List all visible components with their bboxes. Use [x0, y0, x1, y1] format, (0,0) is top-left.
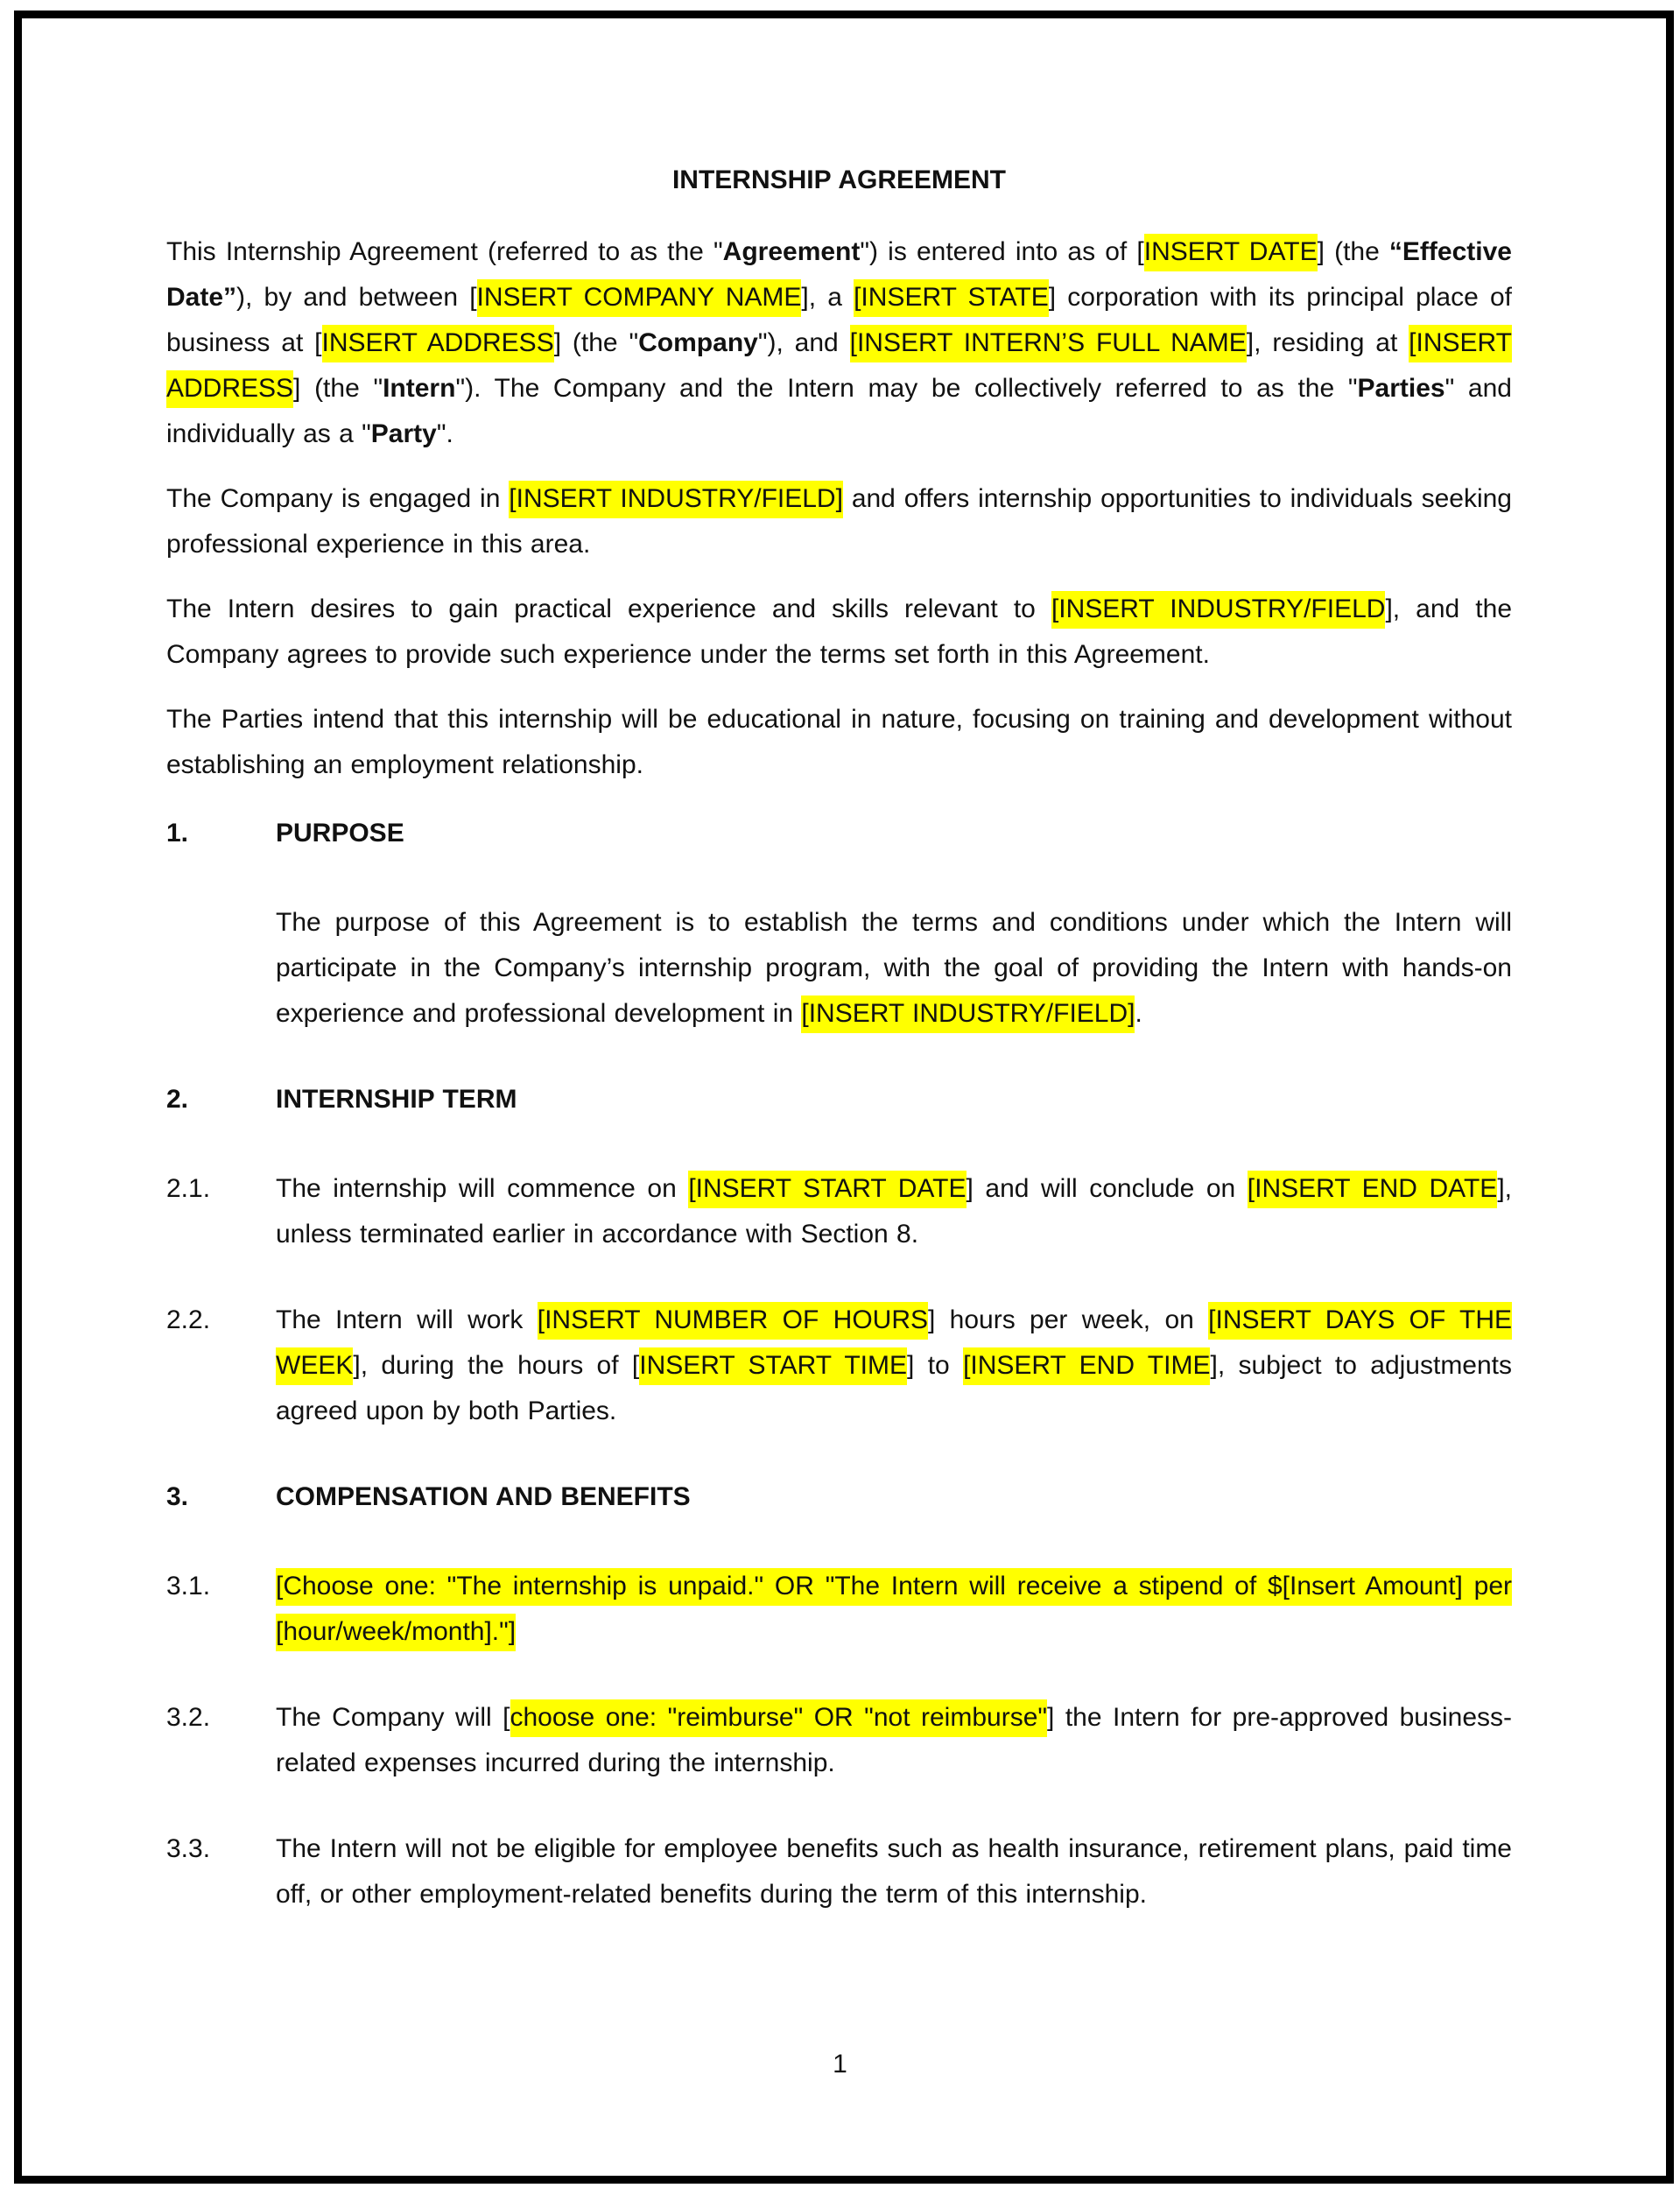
placeholder-highlight: [INSERT INDUSTRY/FIELD] — [801, 995, 1135, 1033]
item-text — [276, 1171, 1512, 1249]
placeholder-highlight: INSERT DATE — [1144, 234, 1318, 271]
paragraph — [166, 229, 1512, 457]
section-number: 3. — [166, 1482, 189, 1511]
placeholder-highlight: INSERT COMPANY NAME — [477, 279, 802, 317]
section-heading-label: PURPOSE — [276, 819, 404, 848]
text-run: "), and — [757, 328, 850, 357]
text-run: ] (the — [1317, 237, 1389, 266]
text-run: ], during the hours of [ — [353, 1351, 640, 1380]
placeholder-highlight: [INSERT INDUSTRY/FIELD] — [509, 481, 843, 518]
text-run: . — [1135, 999, 1142, 1028]
text-run: ] to — [907, 1351, 964, 1380]
item-number: 3.2. — [166, 1703, 211, 1732]
text-run: ") is entered into as of [ — [860, 237, 1144, 266]
item-text — [276, 908, 1512, 1033]
text-run: ], residing at — [1246, 328, 1409, 357]
item-number: 3.3. — [166, 1834, 211, 1863]
section-item — [166, 1695, 1512, 1786]
paragraph — [166, 697, 1512, 788]
text-run: The Intern will not be eligible for employee benefits such as health insurance, retirement plans, paid time off, or other employment-related benefits during the term of this internship. — [276, 1834, 1512, 1909]
text-run: The Parties intend that this internship will be educational in nature, focusing on training and development without establishing an employment relationship. — [166, 705, 1512, 779]
text-run: The Company is engaged in — [166, 484, 510, 513]
item-number: 2.1. — [166, 1174, 211, 1203]
bold-text: Company — [638, 328, 758, 357]
bold-text: INTERNSHIP AGREEMENT — [671, 165, 1007, 194]
section-item — [166, 1166, 1512, 1257]
text-run: ), by and between [ — [236, 283, 477, 312]
text-run: ] corporation with its principal place of business at [ — [166, 283, 1512, 357]
text-run: "). The Company and the Intern may be collectively referred to as the " — [455, 374, 1358, 403]
bold-text: Parties — [1357, 374, 1445, 403]
text-run: ] and will conclude on — [966, 1174, 1248, 1203]
document-title — [166, 158, 1512, 203]
text-run: ". — [436, 419, 453, 448]
placeholder-highlight: [INSERT STATE — [854, 279, 1049, 317]
section-number: 2. — [166, 1085, 189, 1114]
item-text — [276, 1699, 1512, 1777]
section-item — [166, 1826, 1512, 1917]
placeholder-highlight: [INSERT INTERN’S FULL NAME — [850, 325, 1247, 362]
text-run: ], and the Company agrees to provide such experience under the terms set forth in this Agreement. — [166, 594, 1513, 669]
placeholder-highlight: [Choose one: "The internship is unpaid." OR "The Intern will receive a stipend of $[Insert Amount] per [hour/week/month]."] — [276, 1568, 1512, 1651]
bold-text: Agreement — [722, 237, 861, 266]
item-text — [276, 1568, 1512, 1651]
placeholder-highlight: [INSERT INDUSTRY/FIELD — [1051, 591, 1386, 629]
section-item — [166, 1564, 1512, 1655]
placeholder-highlight: [INSERT START DATE — [688, 1171, 966, 1208]
placeholder-highlight: [INSERT END TIME — [963, 1347, 1210, 1385]
placeholder-highlight: INSERT START TIME — [639, 1347, 907, 1385]
placeholder-highlight: INSERT ADDRESS — [322, 325, 554, 362]
placeholder-highlight: choose one: "reimburse" OR "not reimburse" — [510, 1699, 1048, 1737]
item-text — [276, 1302, 1512, 1425]
section-heading — [166, 1077, 1512, 1122]
page-number: 1 — [833, 2050, 847, 2079]
section-heading-label: COMPENSATION AND BENEFITS — [276, 1482, 691, 1511]
text-run: The internship will commence on — [276, 1174, 689, 1203]
text-run: The Intern will work — [276, 1305, 538, 1334]
page-footer — [0, 2042, 1680, 2087]
placeholder-highlight: [INSERT NUMBER OF HOURS — [538, 1302, 928, 1340]
item-number: 3.1. — [166, 1572, 211, 1601]
placeholder-highlight: [INSERT DAYS OF THE WEEK — [276, 1302, 1512, 1385]
text-run: The Company will [ — [276, 1703, 510, 1732]
text-run: ] (the " — [293, 374, 383, 403]
section-item — [166, 1298, 1512, 1434]
text-run: This Internship Agreement (referred to as the " — [166, 237, 723, 266]
text-run: and offers internship opportunities to individuals seeking professional experience in this area. — [166, 484, 1512, 559]
section-number: 1. — [166, 819, 189, 848]
bold-text: Party — [370, 419, 437, 448]
item-number: 2.2. — [166, 1305, 211, 1334]
text-run: The Intern desires to gain practical experience and skills relevant to — [166, 594, 1051, 623]
paragraph — [166, 587, 1512, 678]
text-run: ], a — [801, 283, 854, 312]
placeholder-highlight: [INSERT END DATE — [1248, 1171, 1498, 1208]
text-run: The purpose of this Agreement is to establish the terms and conditions under which the Intern will participate in the Company’s internship program, with the goal of providing the Intern with hands-on experience and professional development in — [276, 908, 1512, 1028]
text-run: ], subject to adjustments agreed upon by both Parties. — [276, 1351, 1513, 1425]
text-run: ], unless terminated earlier in accordance with Section 8. — [276, 1174, 1512, 1249]
bold-text: “Effective Date” — [166, 237, 1512, 312]
section-heading-label: INTERNSHIP TERM — [276, 1085, 517, 1114]
text-run: ] hours per week, on — [928, 1305, 1209, 1334]
section-heading — [166, 1474, 1512, 1520]
section-item — [166, 900, 1512, 1037]
document-content — [166, 158, 1512, 1958]
text-run: ] (the " — [553, 328, 639, 357]
bold-text: Intern — [383, 374, 456, 403]
paragraph — [166, 476, 1512, 567]
item-text — [276, 1834, 1512, 1909]
text-run: ] the Intern for pre-approved business-related expenses incurred during the internship. — [276, 1703, 1512, 1777]
text-run: " and individually as a " — [166, 374, 1512, 448]
section-heading — [166, 811, 1512, 856]
placeholder-highlight: [INSERT ADDRESS — [166, 325, 1512, 408]
